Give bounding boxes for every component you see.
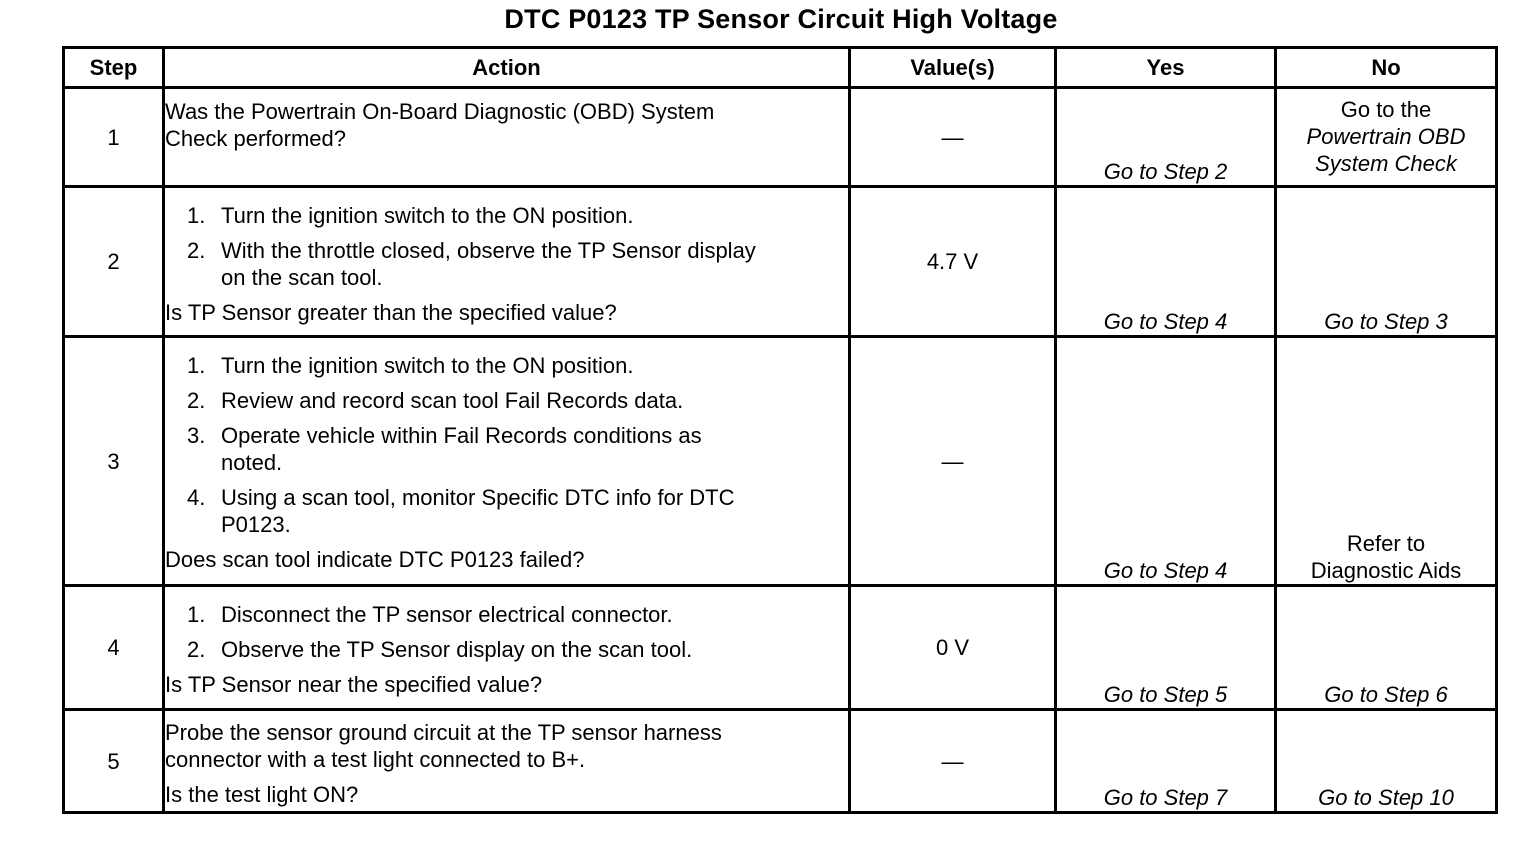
action-text-line: Was the Powertrain On-Board Diagnostic (OBD) System <box>165 99 715 124</box>
no-cell: Go to Step 3 <box>1276 187 1497 337</box>
yes-cell: Go to Step 4 <box>1056 187 1276 337</box>
list-item: 1. Turn the ignition switch to the ON position. <box>187 353 634 378</box>
header-values: Value(s) <box>850 48 1056 88</box>
step-number: 5 <box>64 710 164 813</box>
value-cell: — <box>850 337 1056 586</box>
step-number: 4 <box>64 586 164 710</box>
value-cell: 4.7 V <box>850 187 1056 337</box>
list-item: 4. Using a scan tool, monitor Specific DTC info for DTC P0123. <box>187 485 735 537</box>
yes-cell: Go to Step 2 <box>1056 88 1276 187</box>
diagnostic-table <box>62 46 1498 814</box>
page-title: DTC P0123 TP Sensor Circuit High Voltage <box>504 4 1058 34</box>
no-cell <box>1276 88 1497 187</box>
action-text-line: Check performed? <box>165 126 346 151</box>
list-item: 2. Review and record scan tool Fail Records data. <box>187 388 684 413</box>
yes-cell: Go to Step 4 <box>1056 337 1276 586</box>
no-text-line: Refer to <box>1346 531 1426 556</box>
value-cell: 0 V <box>850 586 1056 710</box>
no-text-line: Diagnostic Aids <box>1310 558 1462 583</box>
step-number: 3 <box>64 337 164 586</box>
list-item: 3. Operate vehicle within Fail Records conditions as noted. <box>187 423 702 475</box>
question-text: Is TP Sensor near the specified value? <box>165 672 543 697</box>
action-cell <box>164 710 850 813</box>
action-cell <box>164 337 850 586</box>
table-row <box>64 337 1497 586</box>
value-cell: — <box>850 710 1056 813</box>
step-number: 1 <box>64 88 164 187</box>
table-row <box>64 187 1497 337</box>
procedure-list <box>165 202 848 291</box>
list-item: 2. Observe the TP Sensor display on the scan tool. <box>187 637 693 662</box>
no-text-line: System Check <box>1315 151 1457 176</box>
action-cell <box>164 187 850 337</box>
procedure-list <box>165 352 848 538</box>
header-step: Step <box>64 48 164 88</box>
table-row <box>64 586 1497 710</box>
question-text: Is TP Sensor greater than the specified value? <box>165 300 617 325</box>
action-text-line: connector with a test light connected to B+. <box>165 747 586 772</box>
value-cell: — <box>850 88 1056 187</box>
no-cell: Go to Step 10 <box>1276 710 1497 813</box>
no-text-line: Go to the <box>1340 97 1432 122</box>
action-cell <box>164 586 850 710</box>
question-text: Does scan tool indicate DTC P0123 failed? <box>165 547 585 572</box>
header-no: No <box>1276 48 1497 88</box>
question-text: Is the test light ON? <box>165 782 359 807</box>
yes-cell: Go to Step 7 <box>1056 710 1276 813</box>
no-text-line: Powertrain OBD <box>1306 124 1466 149</box>
action-text-line: Probe the sensor ground circuit at the TP sensor harness <box>165 720 722 745</box>
header-action: Action <box>164 48 850 88</box>
header-yes: Yes <box>1056 48 1276 88</box>
list-item: 1. Turn the ignition switch to the ON position. <box>187 203 634 228</box>
action-cell <box>164 88 850 187</box>
no-cell: Go to Step 6 <box>1276 586 1497 710</box>
procedure-list <box>165 601 848 663</box>
no-cell <box>1276 337 1497 586</box>
table-header-row <box>64 48 1497 88</box>
yes-cell: Go to Step 5 <box>1056 586 1276 710</box>
table-row <box>64 710 1497 813</box>
table-row <box>64 88 1497 187</box>
step-number: 2 <box>64 187 164 337</box>
list-item: 1. Disconnect the TP sensor electrical connector. <box>187 602 673 627</box>
list-item: 2. With the throttle closed, observe the TP Sensor display on the scan tool. <box>187 238 756 290</box>
